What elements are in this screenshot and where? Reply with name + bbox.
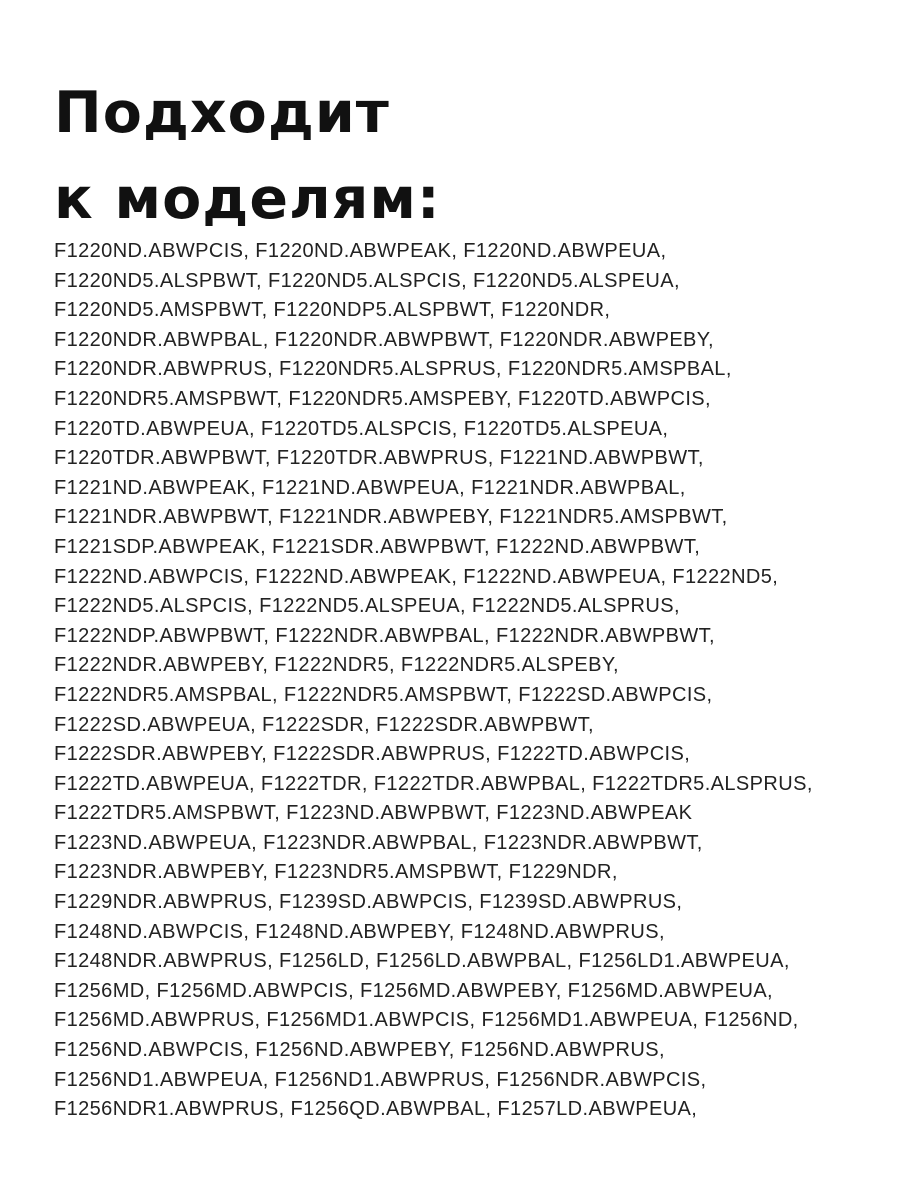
models-line: F1221ND.ABWPEAK, F1221ND.ABWPEUA, F1221NDR.ABWPBAL,: [54, 476, 686, 499]
models-line: F1256MD.ABWPRUS, F1256MD1.ABWPCIS, F1256MD1.ABWPEUA, F1256ND,: [54, 1009, 799, 1032]
models-line: F1222SD.ABWPEUA, F1222SDR, F1222SDR.ABWPBWT,: [54, 713, 594, 736]
models-line: F1223NDR.ABWPEBY, F1223NDR5.AMSPBWT, F1229NDR,: [54, 861, 618, 884]
models-line: F1222TD.ABWPEUA, F1222TDR, F1222TDR.ABWPBAL, F1222TDR5.ALSPRUS,: [54, 772, 813, 795]
models-line: F1222NDR.ABWPEBY, F1222NDR5, F1222NDR5.ALSPEBY,: [54, 654, 619, 677]
models-line: F1256MD, F1256MD.ABWPCIS, F1256MD.ABWPEBY, F1256MD.ABWPEUA,: [54, 979, 774, 1002]
heading-line-2: к моделям:: [54, 166, 441, 232]
models-line: F1222TDR5.AMSPBWT, F1223ND.ABWPBWT, F1223ND.ABWPEAK: [54, 802, 693, 825]
models-line: F1222ND5.ALSPCIS, F1222ND5.ALSPEUA, F1222ND5.ALSPRUS,: [54, 595, 680, 618]
models-line: F1222NDR5.AMSPBAL, F1222NDR5.AMSPBWT, F1222SD.ABWPCIS,: [54, 683, 713, 706]
models-line: F1221SDP.ABWPEAK, F1221SDR.ABWPBWT, F1222ND.ABWPBWT,: [54, 535, 701, 558]
models-line: F1220NDR5.AMSPBWT, F1220NDR5.AMSPEBY, F1220TD.ABWPCIS,: [54, 387, 712, 410]
models-line: F1220TD.ABWPEUA, F1220TD5.ALSPCIS, F1220TD5.ALSPEUA,: [54, 417, 669, 440]
compatibility-heading: [54, 70, 854, 242]
models-line: F1248ND.ABWPCIS, F1248ND.ABWPEBY, F1248ND.ABWPRUS,: [54, 920, 665, 943]
models-line: F1220NDR.ABWPBAL, F1220NDR.ABWPBWT, F1220NDR.ABWPEBY,: [54, 328, 714, 351]
models-line: F1222ND.ABWPCIS, F1222ND.ABWPEAK, F1222ND.ABWPEUA, F1222ND5,: [54, 565, 779, 588]
models-line: F1256ND.ABWPCIS, F1256ND.ABWPEBY, F1256ND.ABWPRUS,: [54, 1039, 665, 1062]
models-line: F1221NDR.ABWPBWT, F1221NDR.ABWPEBY, F1221NDR5.AMSPBWT,: [54, 506, 728, 529]
heading-line-1: Подходит: [54, 80, 390, 146]
models-line: F1229NDR.ABWPRUS, F1239SD.ABWPCIS, F1239SD.ABWPRUS,: [54, 891, 683, 914]
models-line: F1256NDR1.ABWPRUS, F1256QD.ABWPBAL, F1257LD.ABWPEUA,: [54, 1098, 698, 1121]
models-line: F1220ND5.ALSPBWT, F1220ND5.ALSPCIS, F1220ND5.ALSPEUA,: [54, 269, 680, 292]
models-line: F1220TDR.ABWPBWT, F1220TDR.ABWPRUS, F1221ND.ABWPBWT,: [54, 447, 704, 470]
models-line: F1248NDR.ABWPRUS, F1256LD, F1256LD.ABWPBAL, F1256LD1.ABWPEUA,: [54, 950, 790, 973]
models-line: F1222NDP.ABWPBWT, F1222NDR.ABWPBAL, F1222NDR.ABWPBWT,: [54, 624, 716, 647]
models-line: F1220NDR.ABWPRUS, F1220NDR5.ALSPRUS, F1220NDR5.AMSPBAL,: [54, 358, 732, 381]
models-line: F1220ND.ABWPCIS, F1220ND.ABWPEAK, F1220ND.ABWPEUA,: [54, 240, 667, 262]
models-line: F1220ND5.AMSPBWT, F1220NDP5.ALSPBWT, F1220NDR,: [54, 299, 611, 322]
compatible-models-list: [54, 237, 894, 1125]
models-line: F1222SDR.ABWPEBY, F1222SDR.ABWPRUS, F1222TD.ABWPCIS,: [54, 743, 691, 766]
models-line: F1223ND.ABWPEUA, F1223NDR.ABWPBAL, F1223NDR.ABWPBWT,: [54, 831, 703, 854]
models-line: F1256ND1.ABWPEUA, F1256ND1.ABWPRUS, F1256NDR.ABWPCIS,: [54, 1068, 707, 1091]
